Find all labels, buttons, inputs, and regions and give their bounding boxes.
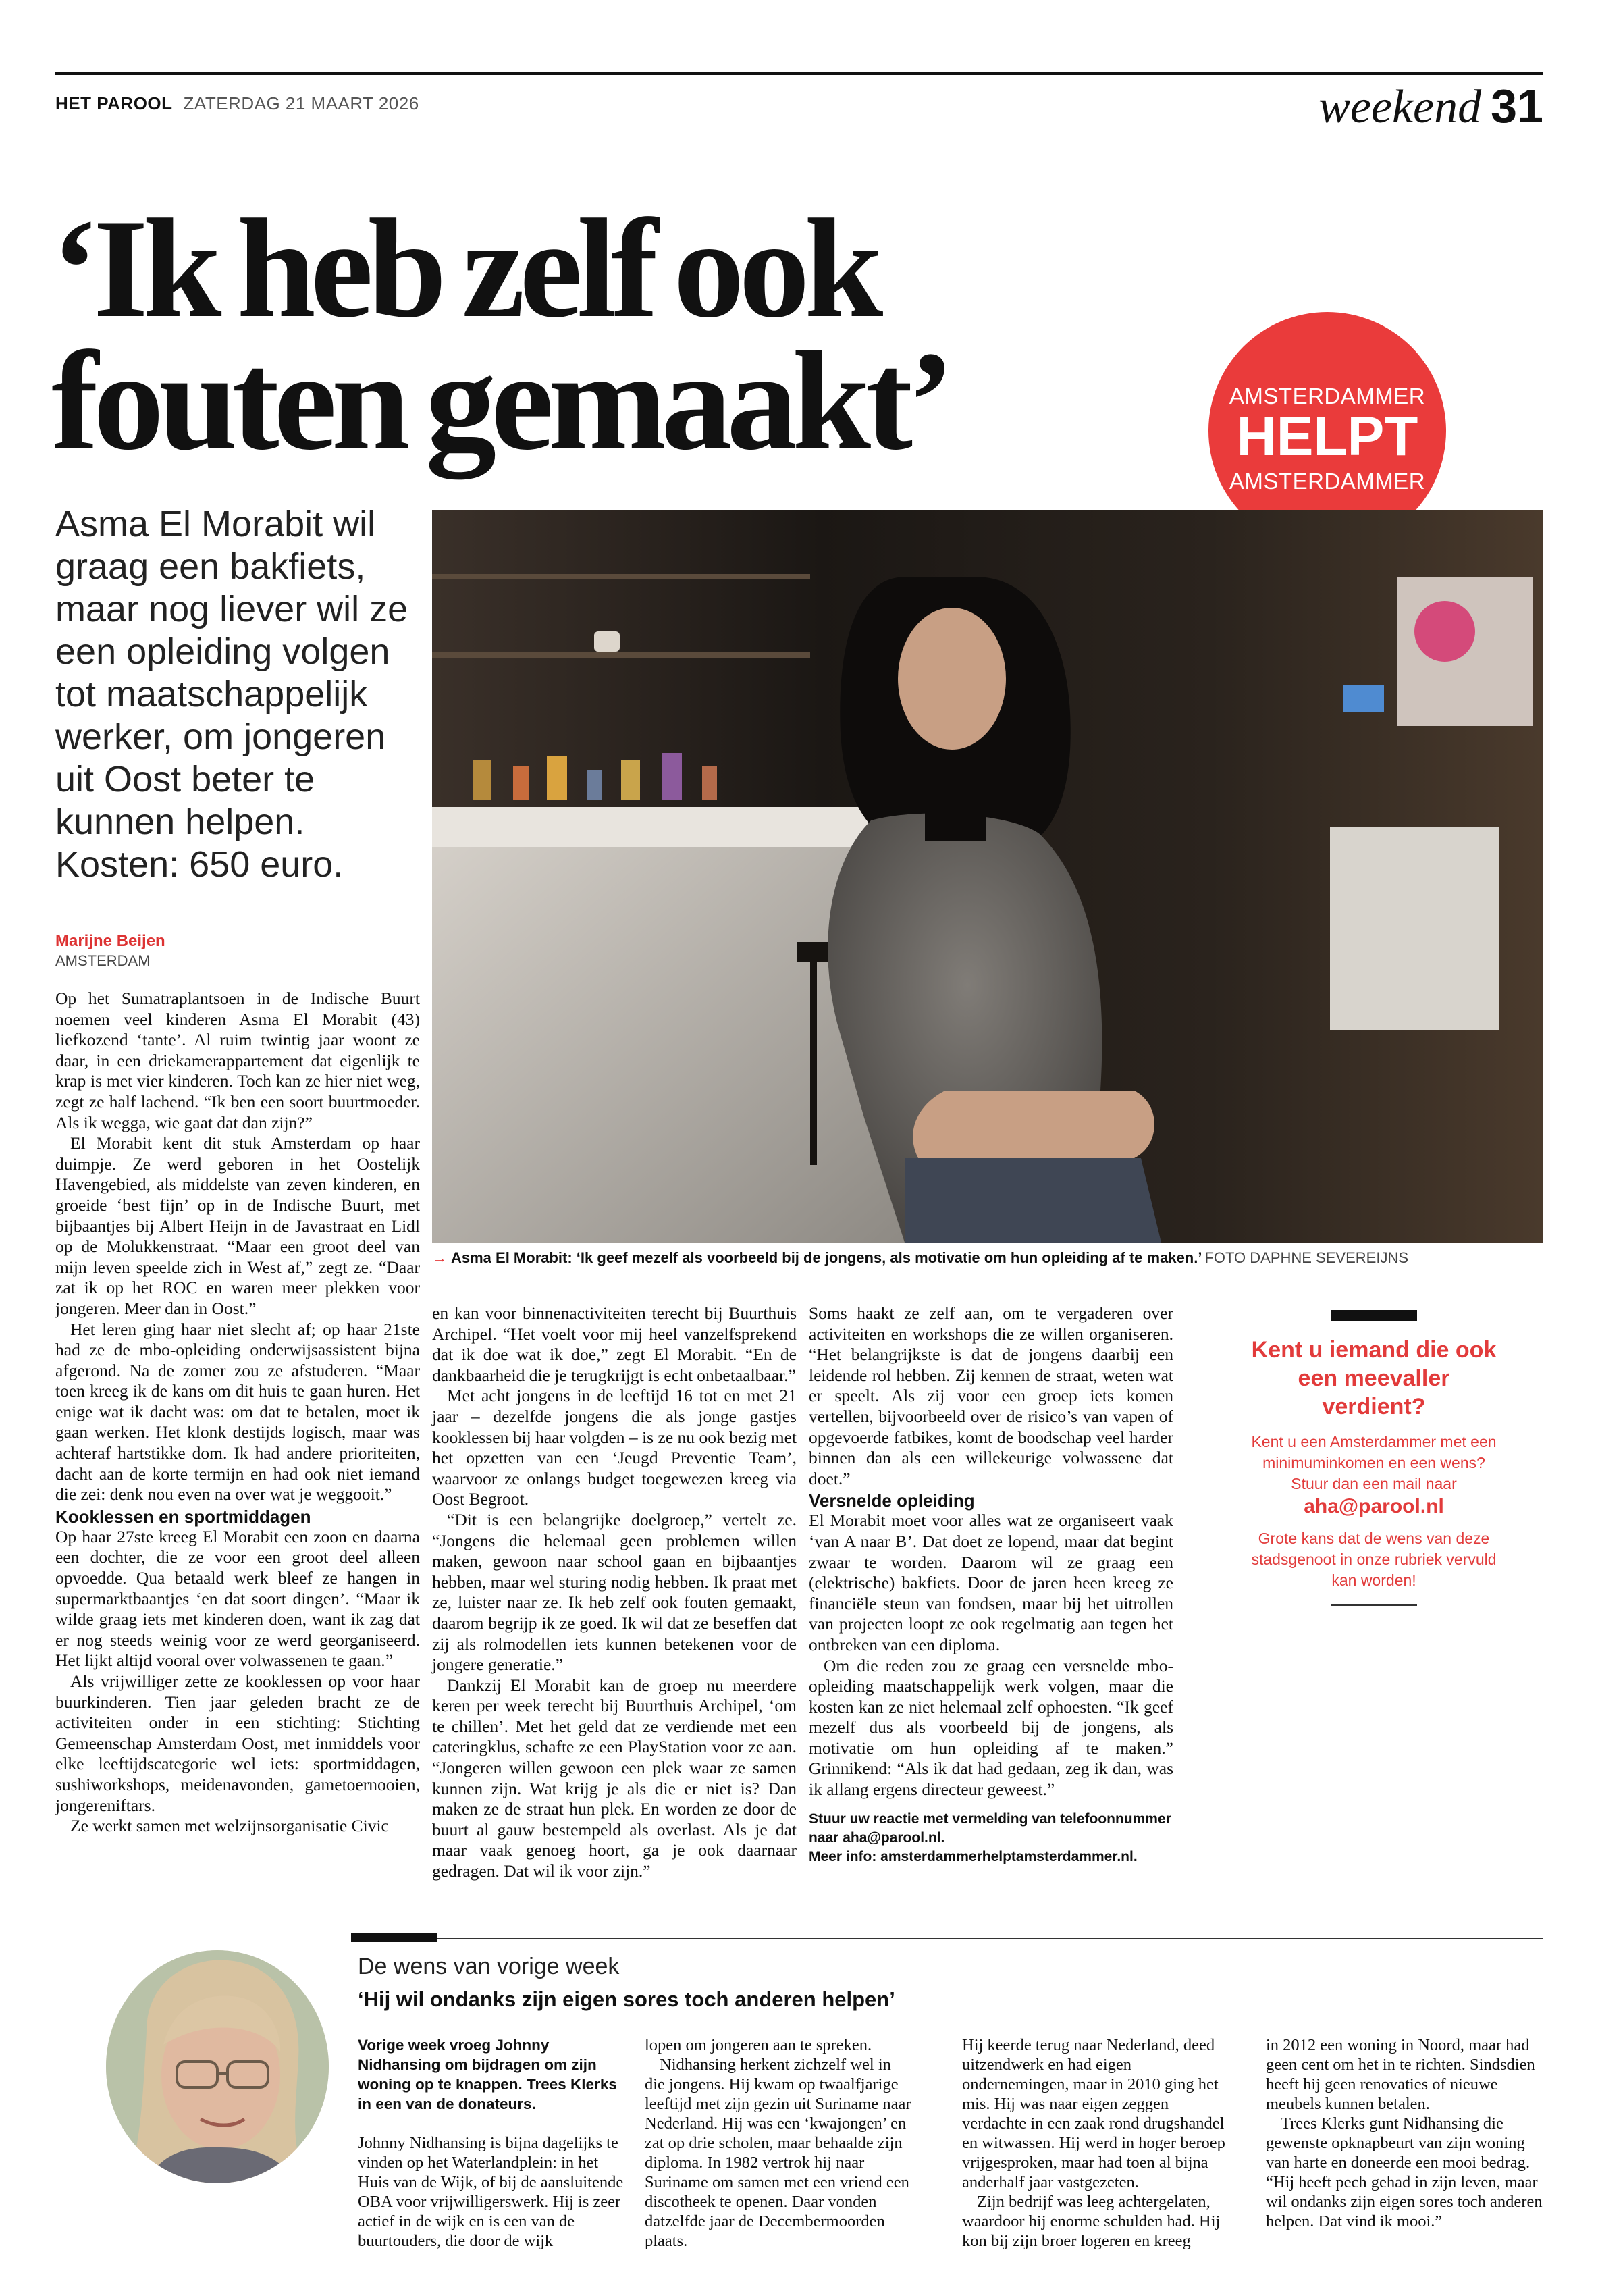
previous-lead: Vorige week vroeg Johnny Nidhansing om bijdragen om zijn woning op te knappen. Trees Klerks in een van de donateurs.	[358, 2037, 617, 2112]
paragraph: Ze werkt samen met welzijnsorganisatie Civic	[70, 1816, 389, 1836]
paragraph: Om die reden zou ze graag een versnelde mbo-opleiding maatschappelijk werk volgen, maar die kosten kan ze niet helemaal zelf ophoesten. “Ik geef mezelf dus als voorbeeld bij de jongens, als motivatie om hun opleiding af te maken.” Grinnikend: “Als ik dat had gedaan, zeg ik dan, was ik allang ergens directeur geweest.”	[809, 1655, 1173, 1800]
previous-column-1	[358, 2035, 631, 2251]
article-column-1	[55, 989, 420, 1837]
page-number: 31	[1491, 80, 1543, 132]
previous-column-4	[1266, 2035, 1543, 2231]
byline	[55, 932, 420, 970]
subheading: Kooklessen en sportmiddagen	[55, 1506, 311, 1527]
portrait-photo	[432, 510, 1543, 1243]
paragraph: Op haar 27ste kreeg El Morabit een zoon en daarna een dochter, die ze voor een groot deel alleen opvoedde. Qua betaald werk bleef ze hangen in supermarktbaantjes ‘en dat soort dingen’. “Maar ik wilde graag iets met kinderen doen, want ik zag dat er nog steeds weinig voor ze werd georganiseerd. Het lijkt altijd vooral over volwassenen te gaan.”	[55, 1526, 420, 1671]
previous-column-2	[645, 2035, 915, 2251]
previous-column-3	[962, 2035, 1232, 2251]
subheading: Versnelde opleiding	[809, 1490, 975, 1511]
section-header	[1319, 82, 1543, 131]
contact-email-line[interactable]: Stuur uw reactie met vermelding van telefoonnummer naar aha@parool.nl.	[809, 1810, 1171, 1846]
paragraph: El Morabit moet voor alles wat ze organiseert vaak ‘van A naar B’. Dat doet ze lopend, maar dat begint zwaar te worden. Daarom wil ze graag een (elektrische) bakfiets. Door de jaren heen kreeg ze financiële steun van fondsen, maar bij het uitrollen van projecten loopt ze ook regelmatig aan tegen het ontbreken van een diploma.	[809, 1511, 1173, 1654]
tip-email-link[interactable]: aha@parool.nl	[1304, 1495, 1444, 1517]
previous-week-label: De wens van vorige week	[358, 1954, 620, 1979]
photo-credit: FOTO DAPHNE SEVEREIJNS	[1204, 1249, 1409, 1266]
paragraph: en kan voor binnenactiviteiten terecht bij Buurthuis Archipel. “Het voelt voor mij heel vanzelfsprekend dat ik doe wat ik doe,” zegt El Morabit. “En de dankbaarheid die je terugkrijgt is echt onbetaalbaar.”	[432, 1303, 797, 1385]
paragraph: Zijn bedrijf was leeg achtergelaten, waardoor hij enorme schulden had. Hij kon bij zijn broer logeren en kreeg	[962, 2193, 1221, 2250]
paragraph: “Dit is een belangrijke doelgroep,” vertelt ze. “Jongens die helemaal geen problemen willen maken, gewoon naar school gaan en bijbaantjes hebben, maar wel sturing nodig hebben. Ik praat met ze, luister naar ze. Ik heb zelf ook fouten gemaakt, daarom begrijp ik ze goed. Ik wil dat ze beseffen dat zij als rolmodellen iets kunnen betekenen voor de jongere generatie.”	[432, 1509, 797, 1675]
paragraph: Dankzij El Morabit kan de groep nu meerdere keren per week terecht bij Buurthuis Archipel, ‘om te chillen’. Met het geld dat ze verdiende met een cateringklus, schafte ze een PlayStation voor ze aan. “Jongeren willen gewoon een plek waar ze samen kunnen zijn. Wat krijg je als die er niet is? Dan maken ze de straat hun plek. En worden ze door de buurt al gauw bestempeld als overlast. Als je dat maar vaak genoeg hoort, ga je ook daarnaar gedragen. Dat wil ik voor zijn.”	[432, 1675, 797, 1881]
caption-arrow-icon: →	[432, 1249, 447, 1266]
tip-box-end-rule	[1331, 1604, 1417, 1606]
top-rule	[55, 72, 1543, 75]
headline-line-2: fouten gemaakt’	[51, 323, 949, 479]
donor-portrait-illustration	[106, 1950, 329, 2183]
paragraph: Johnny Nidhansing is bijna dagelijks te vinden op het Waterlandplein: in het Huis van de Wijk, of bij de aansluitende OBA voor vrijwilligerswerk. Hij is zeer actief in de wijk en is een van de buurtouders, die door de wijk	[358, 2134, 624, 2250]
issue-date: ZATERDAG 21 MAART 2026	[183, 93, 419, 113]
paper-name: HET PAROOL	[55, 93, 173, 113]
paragraph: Soms haakt ze zelf aan, om te vergaderen over activiteiten en workshops die ze willen organiseren. “Het belangrijkste is dat de jongens daarbij een leidende rol hebben. Zij kennen de straat, weten wat er speelt. Als zij voor een groep iets komen vertellen, bijvoorbeeld over de risico’s van vapen of opgevoerde fatbikes, komt de boodschap veel harder binnen dan als een willekeurige volwassene dat doet.”	[809, 1303, 1173, 1488]
badge-line-3: AMSTERDAMMER	[1229, 469, 1426, 494]
contact-website-line[interactable]: Meer info: amsterdammerhelptamsterdammer.nl.	[809, 1848, 1138, 1864]
paragraph: Hij keerde terug naar Nederland, deed uitzendwerk en had eigen ondernemingen, maar in 2010 ging het mis. Hij was naar eigen zeggen verdachte in een zaak rond drugshandel en witwassen. Hij werd in hoger beroep vrijgesproken, maar had toen al bijna anderhalf jaar vastgezeten.	[962, 2036, 1225, 2191]
headline	[51, 190, 1199, 479]
paragraph: Op het Sumatraplantsoen in de Indische Buurt noemen veel kinderen Asma El Morabit (43) liefkozend ‘tante’. Al ruim twintig jaar woont ze daar, in een driekamerappartement dat eigenlijk te krap is met vier kinderen. Toch kan ze hier niet weg, zegt ze half lachend. “Ik ben een soort buurtmoeder. Als ik wegga, wie gaat dat dan zijn?”	[55, 989, 420, 1132]
paragraph: Met acht jongens in de leeftijd 16 tot en met 21 jaar – dezelfde jongens die als jonge gastjes kooklessen bij haar volgden – is ze nu ook bezig met het opzetten van een ‘Jeugd Preventie Team’, waarvoor ze onlangs budget toegewezen kreeg via Oost Begroot.	[432, 1386, 797, 1509]
photo-illustration	[432, 510, 1543, 1243]
donor-portrait	[106, 1950, 329, 2183]
previous-week-title: ‘Hij wil ondanks zijn eigen sores toch anderen helpen’	[358, 1987, 895, 2011]
author-location: AMSTERDAM	[55, 952, 151, 969]
masthead	[55, 93, 419, 114]
intro-text: Asma El Morabit wil graag een bakfiets, maar nog liever wil ze een opleiding volgen tot maatschappelijk werker, om jongeren uit Oost beter te kunnen helpen. Kosten: 650 euro.	[55, 504, 408, 885]
bottom-section-rule	[351, 1938, 1543, 1939]
section-name: weekend	[1319, 81, 1482, 133]
paragraph: Het leren ging haar niet slecht af; op haar 21ste had ze de mbo-opleiding onderwijsassistent bijna afgerond. Na de zomer zou ze afstuderen. “Maar toen kreeg ik de kans om dit huis te gaan huren. Het enige wat ik dacht was: om dat te betalen, moet ik gaan werken. Het klonk destijds logisch, maar was achteraf hartstikke dom. Ik had andere prioriteiten, dacht aan de korte termijn en had ook niet iemand die zei: denk nou even na over wat je weggooit.”	[55, 1319, 420, 1505]
author-name: Marijne Beijen	[55, 932, 165, 950]
badge-line-2: HELPT	[1236, 406, 1418, 467]
paragraph: lopen om jongeren aan te spreken.	[645, 2036, 872, 2054]
article-column-3	[809, 1303, 1173, 1867]
photo-caption	[432, 1249, 1543, 1267]
bottom-section-bar	[351, 1933, 437, 1942]
tip-box-bar	[1331, 1310, 1417, 1321]
caption-text: Asma El Morabit: ‘Ik geef mezelf als voorbeeld bij de jongens, als motivatie om hun opleiding af te maken.’	[451, 1249, 1202, 1266]
headline-line-1: ‘Ik heb zelf ook	[51, 190, 878, 347]
paragraph: Als vrijwilliger zette ze kooklessen op voor haar buurkinderen. Tien jaar geleden bracht ze de activiteiten onder in een stichting: Stichting Gemeenschap Amsterdam Oost, met inmiddels voor elke leeftijdscategorie wel iets: sportmiddagen, sushiworkshops, meidenavonden, gametoernooien, jongereniftars.	[55, 1671, 420, 1815]
paragraph: Trees Klerks gunt Nidhansing die gewenste opknapbeurt van zijn woning van harte en doneerde een mooi bedrag. “Hij heeft pech gehad in zijn leven, maar wil ondanks zijn eigen sores toch anderen helpen. Dat vind ik mooi.”	[1266, 2114, 1543, 2230]
article-column-2	[432, 1303, 797, 1882]
tip-question: Kent u iemand die ook een meevaller verdient?	[1251, 1337, 1497, 1419]
contact-info	[809, 1810, 1173, 1867]
tip-body-2: Grote kans dat de wens van deze stadsgenoot in onze rubriek vervuld kan worden!	[1251, 1530, 1497, 1589]
tip-box	[1246, 1310, 1502, 1606]
paragraph: El Morabit kent dit stuk Amsterdam op haar duimpje. Ze werd geboren in het Oostelijk Havengebied, als middelste van zeven kinderen, en groeide ‘best fijn’ op in de Indische Buurt, met bijbaantjes bij Albert Heijn in de Javastraat en Lidl op de Molukkenstraat. “Maar een groot deel van mijn leven speelde zich in West af,” zegt ze. “Daar zat ik op het ROC en waren meer plekken voor jongeren. Meer dan in Oost.”	[55, 1133, 420, 1318]
tip-body: Kent u een Amsterdammer met een minimuminkomen en een wens? Stuur dan een mail naar	[1251, 1433, 1497, 1492]
paragraph: in 2012 een woning in Noord, maar had geen cent om het in te richten. Sindsdien heeft hij geen renovaties of nieuwe meubels kunnen betalen.	[1266, 2036, 1535, 2113]
paragraph: Nidhansing herkent zichzelf wel in die jongens. Hij kwam op twaalfjarige leeftijd met zijn gezin uit Suriname naar Nederland. Hij was een ‘kwajongen’ en zat op drie scholen, maar behaalde zijn diploma. In 1982 vertrok hij naar Suriname om samen met een vriend een discotheek te openen. Daar vonden datzelfde jaar de Decembermoorden plaats.	[645, 2056, 911, 2250]
badge-line-1: AMSTERDAMMER	[1229, 384, 1426, 409]
